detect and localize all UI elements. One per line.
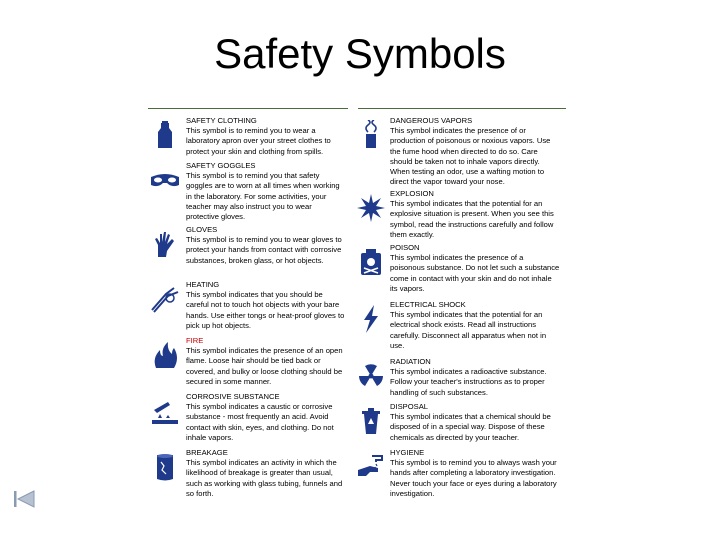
entry-text: This symbol indicates that the potential for an explosive situation is present. When you see this symbol, read the instructions carefully and follow them exactly.	[390, 199, 554, 239]
entry-text: This symbol is to remind you to wear gloves to protect your hands from contact with corrosive substances, broken glass, or hot objects.	[186, 235, 342, 265]
entry-heading: EXPLOSION	[390, 189, 434, 198]
entry-text: This symbol indicates a radioactive substance. Follow your teacher's instructions as to proper handling of such substances.	[390, 367, 547, 397]
tongs-icon	[150, 284, 180, 314]
entry-heading: POISON	[390, 243, 420, 252]
apron-icon	[150, 120, 180, 150]
entry-text: This symbol indicates that the potential for an electrical shock exists. Read all instructions carefully. Disconnect all apparatus when not in use.	[390, 310, 547, 350]
entry-heading: RADIATION	[390, 357, 431, 366]
entry-text: This symbol is to remind you to always wash your hands after completing a laboratory investigation. Never touch your face or eyes during a laboratory investigation.	[390, 458, 557, 498]
explosion-icon	[356, 193, 386, 223]
entry-heading: ELECTRICAL SHOCK	[390, 300, 466, 309]
entry-text: This symbol indicates that you should be careful not to touch hot objects with your bare hands. Use either tongs or heat-proof gloves to pick up hot objects.	[186, 290, 345, 330]
poison-icon	[356, 247, 386, 277]
entry-text: This symbol is to remind you to wear a laboratory apron over your street clothes to protect your skin and clothing from spills.	[186, 126, 331, 156]
radiation-icon	[356, 361, 386, 391]
entry-heading: HEATING	[186, 280, 220, 289]
entry-text: This symbol indicates that a chemical should be disposed of in a special way. Dispose of these chemicals as directed by your teacher.	[390, 412, 551, 442]
entry-text: This symbol indicates an activity in which the likelihood of breakage is greater than usual, such as working with glass tubing, funnels and so forth.	[186, 458, 343, 498]
entry-heading: GLOVES	[186, 225, 218, 234]
glove-icon	[150, 229, 180, 259]
entry-heading: FIRE	[186, 336, 204, 345]
hygiene-icon	[356, 452, 386, 482]
breakage-icon	[150, 452, 180, 482]
divider-right	[358, 108, 566, 109]
entry-heading: SAFETY CLOTHING	[186, 116, 257, 125]
entry-heading: HYGIENE	[390, 448, 425, 457]
corrosive-icon	[150, 396, 180, 426]
entry-text: This symbol indicates a caustic or corrosive substance - most frequently an acid. Avoid contact with skin, eyes, and clothing. Do not inhale vapors.	[186, 402, 334, 442]
disposal-icon	[356, 406, 386, 436]
electrical-icon	[356, 304, 386, 334]
page-title: Safety Symbols	[214, 30, 506, 77]
entry-text: This symbol is to remind you that safety goggles are to worn at all times when working in the laboratory. For some activities, your teacher may also instruct you to wear protective gloves.	[186, 171, 340, 222]
goggles-icon	[150, 165, 180, 195]
entry-heading: CORROSIVE SUBSTANCE	[186, 392, 280, 401]
entry-text: This symbol indicates the presence of or production of poisonous or noxious vapors. Use the fume hood when directed to do so. Care should be taken not to inhale vapors directly. When testing an odor, use a wafting motion to direct the vapor toward your nose.	[390, 126, 551, 187]
divider-left	[148, 108, 348, 109]
fire-icon	[150, 340, 180, 370]
entry-heading: BREAKAGE	[186, 448, 228, 457]
entry-heading: DANGEROUS VAPORS	[390, 116, 473, 125]
entry-heading: DISPOSAL	[390, 402, 428, 411]
vapors-icon	[356, 120, 386, 150]
entry-text: This symbol indicates the presence of an open flame. Loose hair should be tied back or covered, and bulky or loose clothing should be secured in some manner.	[186, 346, 343, 386]
entry-text: This symbol indicates the presence of a poisonous substance. Do not let such a substance come in contact with your skin and do not inhale its vapors.	[390, 253, 560, 293]
first-slide-icon[interactable]	[10, 488, 36, 510]
entry-heading: SAFETY GOGGLES	[186, 161, 256, 170]
